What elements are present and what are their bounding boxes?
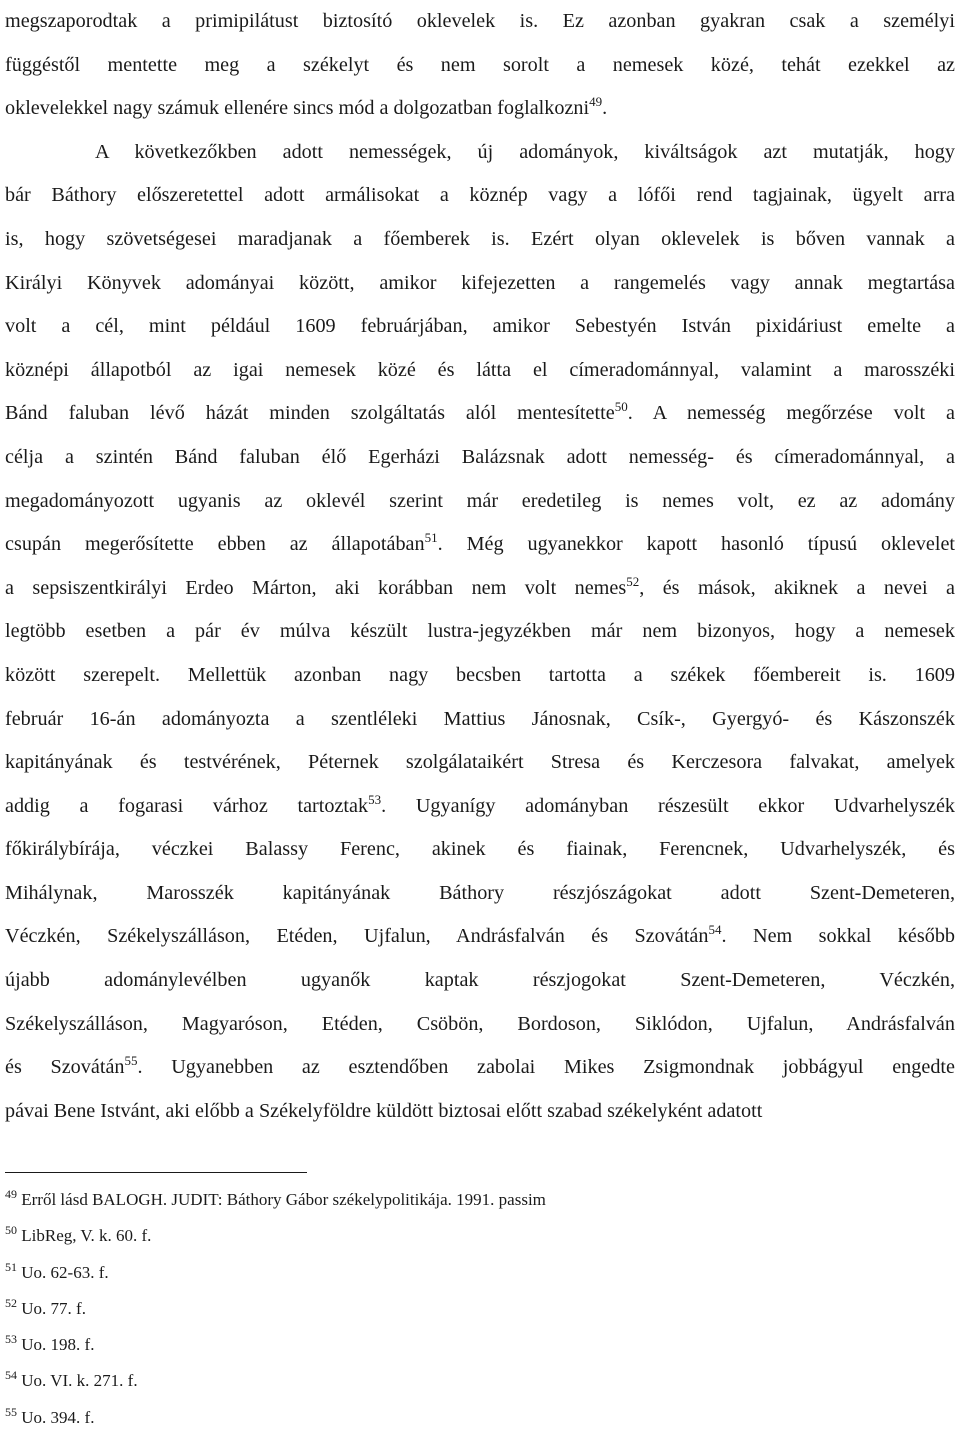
footnotes [5, 1182, 905, 1436]
footnote-reference: 55 [124, 1053, 138, 1069]
text-line [5, 915, 955, 959]
footnote-number: 51 [5, 1259, 17, 1274]
text-run: függéstől mentette meg a székelyt és nem sorolt a nemesek közé, tehát ezekkel az [5, 53, 955, 76]
text-line [5, 698, 955, 742]
text-run: pávai Bene Istvánt, aki előbb a Székelyföldre küldött biztosai előtt szabad székelyként adatott [5, 1099, 763, 1122]
text-run: csupán megerősítette ebben az állapotában [5, 533, 425, 556]
footnote-reference: 52 [626, 573, 640, 589]
text-line [5, 1046, 955, 1090]
text-run: célja a szintén Bánd faluban élő Egerházi Balázsnak adott nemesség- és címeradománnyal, a [5, 445, 955, 468]
text-line [5, 87, 955, 131]
text-run: főkirálybírája, véczkei Balassy Ferenc, akinek és fiainak, Ferencnek, Udvarhelyszék, és [5, 838, 955, 861]
text-run: Bánd faluban lévő házát minden szolgáltatás alól mentesítette [5, 402, 615, 425]
text-line [5, 1090, 955, 1134]
text-run: megadományozott ugyanis az oklevél szerint már eredetileg is nemes volt, ez az adomány [5, 489, 955, 512]
text-line [5, 218, 955, 262]
text-line [5, 567, 955, 611]
body-text [5, 0, 955, 1133]
text-run: és Szovátán [5, 1056, 125, 1079]
footnote-number: 54 [5, 1368, 17, 1383]
footnote-text: LibReg, V. k. 60. f. [21, 1226, 152, 1246]
text-run: Székelyszálláson, Magyaróson, Etéden, Csöbön, Bordoson, Siklódon, Ujfalun, Andrásfalván [5, 1012, 955, 1035]
text-line [5, 349, 955, 393]
footnote-number: 50 [5, 1223, 17, 1238]
text-run: köznépi állapotból az igai nemesek közé és látta el címeradománnyal, valamint a marosszéki [5, 358, 955, 381]
text-run: Mihálynak, Marosszék kapitányának Báthory részjószágokat adott Szent-Demeteren, [5, 881, 955, 904]
text-run: . Még ugyanekkor kapott hasonló típusú oklevelet [437, 533, 956, 556]
text-run: A következőkben adott nemességek, új adományok, kiváltságok azt mutatják, hogy [95, 140, 955, 163]
text-line [5, 131, 955, 175]
text-run: is, hogy szövetségesei maradjanak a főemberek is. Ezért olyan oklevelek is bőven vannak a [5, 227, 955, 250]
footnote-text: Uo. 77. f. [21, 1298, 86, 1318]
text-line [5, 436, 955, 480]
text-run: . Ugyanebben az esztendőben zabolai Mikes Zsigmondnak jobbágyul engedte [137, 1056, 955, 1079]
footnote-reference: 54 [708, 922, 722, 938]
footnote-text: Erről lásd BALOGH. JUDIT: Báthory Gábor székelypolitikája. 1991. passim [21, 1190, 546, 1209]
text-run: . Nem sokkal később [721, 925, 956, 948]
footnote-text: Uo. 394. f. [21, 1407, 95, 1427]
footnote-text: Uo. 198. f. [21, 1335, 95, 1355]
text-line [5, 610, 955, 654]
footnote [5, 1218, 905, 1254]
text-run: megszaporodtak a primipilátust biztosító oklevelek is. Ez azonban gyakran csak a személyi [5, 10, 955, 32]
text-line [5, 1003, 955, 1047]
footnote-separator [5, 1172, 307, 1173]
footnote [5, 1182, 905, 1218]
footnote [5, 1400, 905, 1436]
text-run: . [602, 97, 608, 120]
text-run: között szerepelt. Mellettük azonban nagy becsben tartotta a székek főembereit is. 1609 [5, 663, 955, 686]
text-line [5, 480, 955, 524]
text-line [5, 872, 955, 916]
text-line [5, 828, 955, 872]
footnote [5, 1291, 905, 1327]
text-run: újabb adománylevélben ugyanők kaptak részjogokat Szent-Demeteren, Véczkén, [5, 969, 955, 992]
text-line [5, 959, 955, 1003]
text-line [5, 741, 955, 785]
footnote-text: Uo. VI. k. 271. f. [21, 1371, 138, 1391]
footnote [5, 1363, 905, 1399]
footnote-number: 52 [5, 1295, 17, 1310]
footnote-reference: 50 [614, 399, 628, 415]
text-run: a sepsiszentkirályi Erdeo Márton, aki korábban nem volt nemes [5, 576, 627, 599]
text-line [5, 174, 955, 218]
footnote-reference: 51 [424, 530, 438, 546]
text-run: Véczkén, Székelyszálláson, Etéden, Ujfalun, Andrásfalván és Szovátán [5, 925, 709, 948]
text-run: legtöbb esetben a pár év múlva készült lustra-jegyzékben már nem bizonyos, hogy a nemesek [5, 620, 955, 643]
text-run: addig a fogarasi várhoz tartoztak [5, 794, 369, 817]
text-run: , és mások, akiknek a nevei a [639, 576, 955, 599]
text-line [5, 785, 955, 829]
text-run: . A nemesség megőrzése volt a [627, 402, 955, 425]
text-line [5, 654, 955, 698]
footnote-number: 55 [5, 1404, 17, 1419]
footnote-text: Uo. 62-63. f. [21, 1262, 109, 1282]
text-run: Királyi Könyvek adományai között, amikor kifejezetten a rangemelés vagy annak megtartása [5, 271, 955, 294]
footnote [5, 1255, 905, 1291]
text-line [5, 44, 955, 88]
text-line [5, 0, 955, 44]
text-run: kapitányának és testvérének, Péternek szolgálataikért Stresa és Kerczesora falvakat, amelyek [5, 751, 955, 774]
text-run: oklevelekkel nagy számuk ellenére sincs mód a dolgozatban foglalkozni [5, 97, 590, 120]
text-run: bár Báthory előszeretettel adott armálisokat a köznép vagy a lófői rend tagjainak, ügyelt arra [5, 184, 955, 207]
text-line [5, 523, 955, 567]
text-run: február 16-án adományozta a szentléleki Mattius Jánosnak, Csík-, Gyergyó- és Kászonszék [5, 707, 955, 730]
footnote-number: 49 [5, 1187, 17, 1201]
text-line [5, 305, 955, 349]
text-line [5, 392, 955, 436]
text-line [5, 262, 955, 306]
text-run: . Ugyanígy adományban részesült ekkor Udvarhelyszék [381, 794, 955, 817]
footnote-reference: 53 [368, 791, 382, 807]
footnote [5, 1327, 905, 1363]
footnote-reference: 49 [589, 94, 603, 110]
footnote-number: 53 [5, 1332, 17, 1347]
text-run: volt a cél, mint például 1609 februárjában, amikor Sebestyén István pixidáriust emelte a [5, 315, 955, 338]
